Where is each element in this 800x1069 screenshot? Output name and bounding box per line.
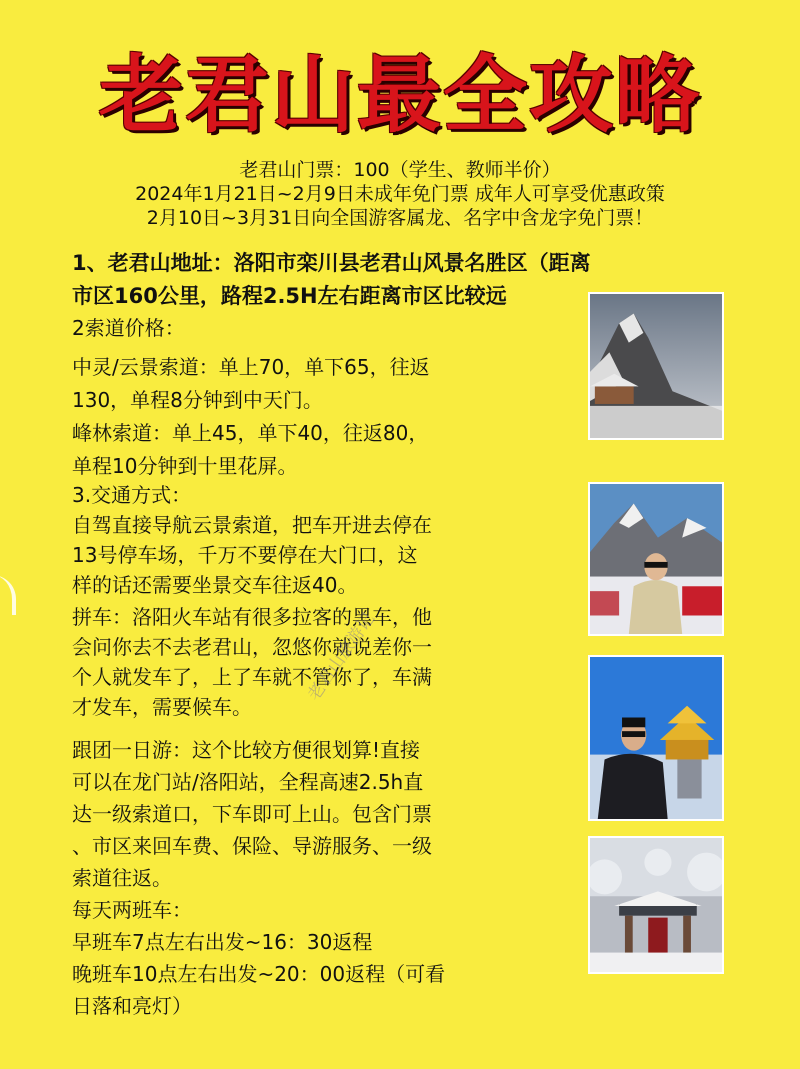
- carpool-line: 个人就发车了，上了车就不管你了，车满: [72, 665, 432, 689]
- carpool-line: 才发车，需要候车。: [72, 695, 252, 719]
- ropeway-heading: 2索道价格：: [72, 316, 185, 340]
- transport-heading: 3.交通方式：: [72, 483, 192, 507]
- transport-section: [72, 480, 432, 600]
- tour-line: 、市区来回车费、保险、导游服务、一级: [72, 834, 432, 858]
- tourist-snow-mountain-photo: [588, 482, 724, 636]
- tour-line: 跟团一日游：这个比较方便很划算!直接: [72, 738, 421, 762]
- tour-line: 索道往返。: [72, 866, 172, 890]
- transport-line: 样的话还需要坐景交车往返40。: [72, 573, 358, 597]
- tour-line: 可以在龙门站/洛阳站，全程高速2.5h直: [72, 770, 424, 794]
- address-section: [72, 247, 591, 313]
- ropeway-line: 峰林索道：单上45，单下40，往返80，: [72, 421, 429, 445]
- tour-line: 每天两班车：: [72, 898, 192, 922]
- watermark-text: 老君山旅游记: [304, 609, 379, 705]
- ropeway-line: 130，单程8分钟到中天门。: [72, 388, 323, 412]
- ropeway-line: 单程10分钟到十里花屏。: [72, 454, 298, 478]
- tour-line: 早班车7点左右出发~16：30返程: [72, 930, 373, 954]
- transport-line: 自驾直接导航云景索道，把车开进去停在: [72, 513, 432, 537]
- ropeway-section: [72, 312, 430, 483]
- snowy-peak-pavilion-photo: [588, 292, 724, 440]
- address-line-1: 1、老君山地址：洛阳市栾川县老君山风景名胜区（距离: [72, 251, 591, 275]
- carpool-line: 拼车：洛阳火车站有很多拉客的黑车，他: [72, 605, 432, 629]
- page-title: 老君山最全攻略: [98, 46, 701, 144]
- carpool-line: 会问你去不去老君山，忽悠你就说差你一: [72, 635, 432, 659]
- snowy-gate-photo: [588, 836, 724, 974]
- ticket-price-text: 老君山门票：100（学生、教师半价）: [239, 159, 561, 181]
- dragon-free-ticket-text: 2月10日~3月31日向全国游客属龙、名字中含龙字免门票！: [146, 207, 654, 229]
- decorative-swoosh: [0, 575, 16, 615]
- tour-line: 晚班车10点左右出发~20：00返程（可看: [72, 962, 446, 986]
- address-line-2: 市区160公里，路程2.5H左右距离市区比较远: [72, 284, 507, 308]
- tour-line: 日落和亮灯）: [72, 994, 192, 1018]
- transport-line: 13号停车场，千万不要停在大门口，这: [72, 543, 418, 567]
- tourist-golden-temple-photo: [588, 655, 724, 821]
- ropeway-line: 中灵/云景索道：单上70，单下65，往返: [72, 355, 430, 379]
- tour-section: [72, 734, 445, 1022]
- minor-free-ticket-text: 2024年1月21日~2月9日未成年免门票 成年人可享受优惠政策: [135, 183, 665, 205]
- tour-line: 达一级索道口，下车即可上山。包含门票: [72, 802, 432, 826]
